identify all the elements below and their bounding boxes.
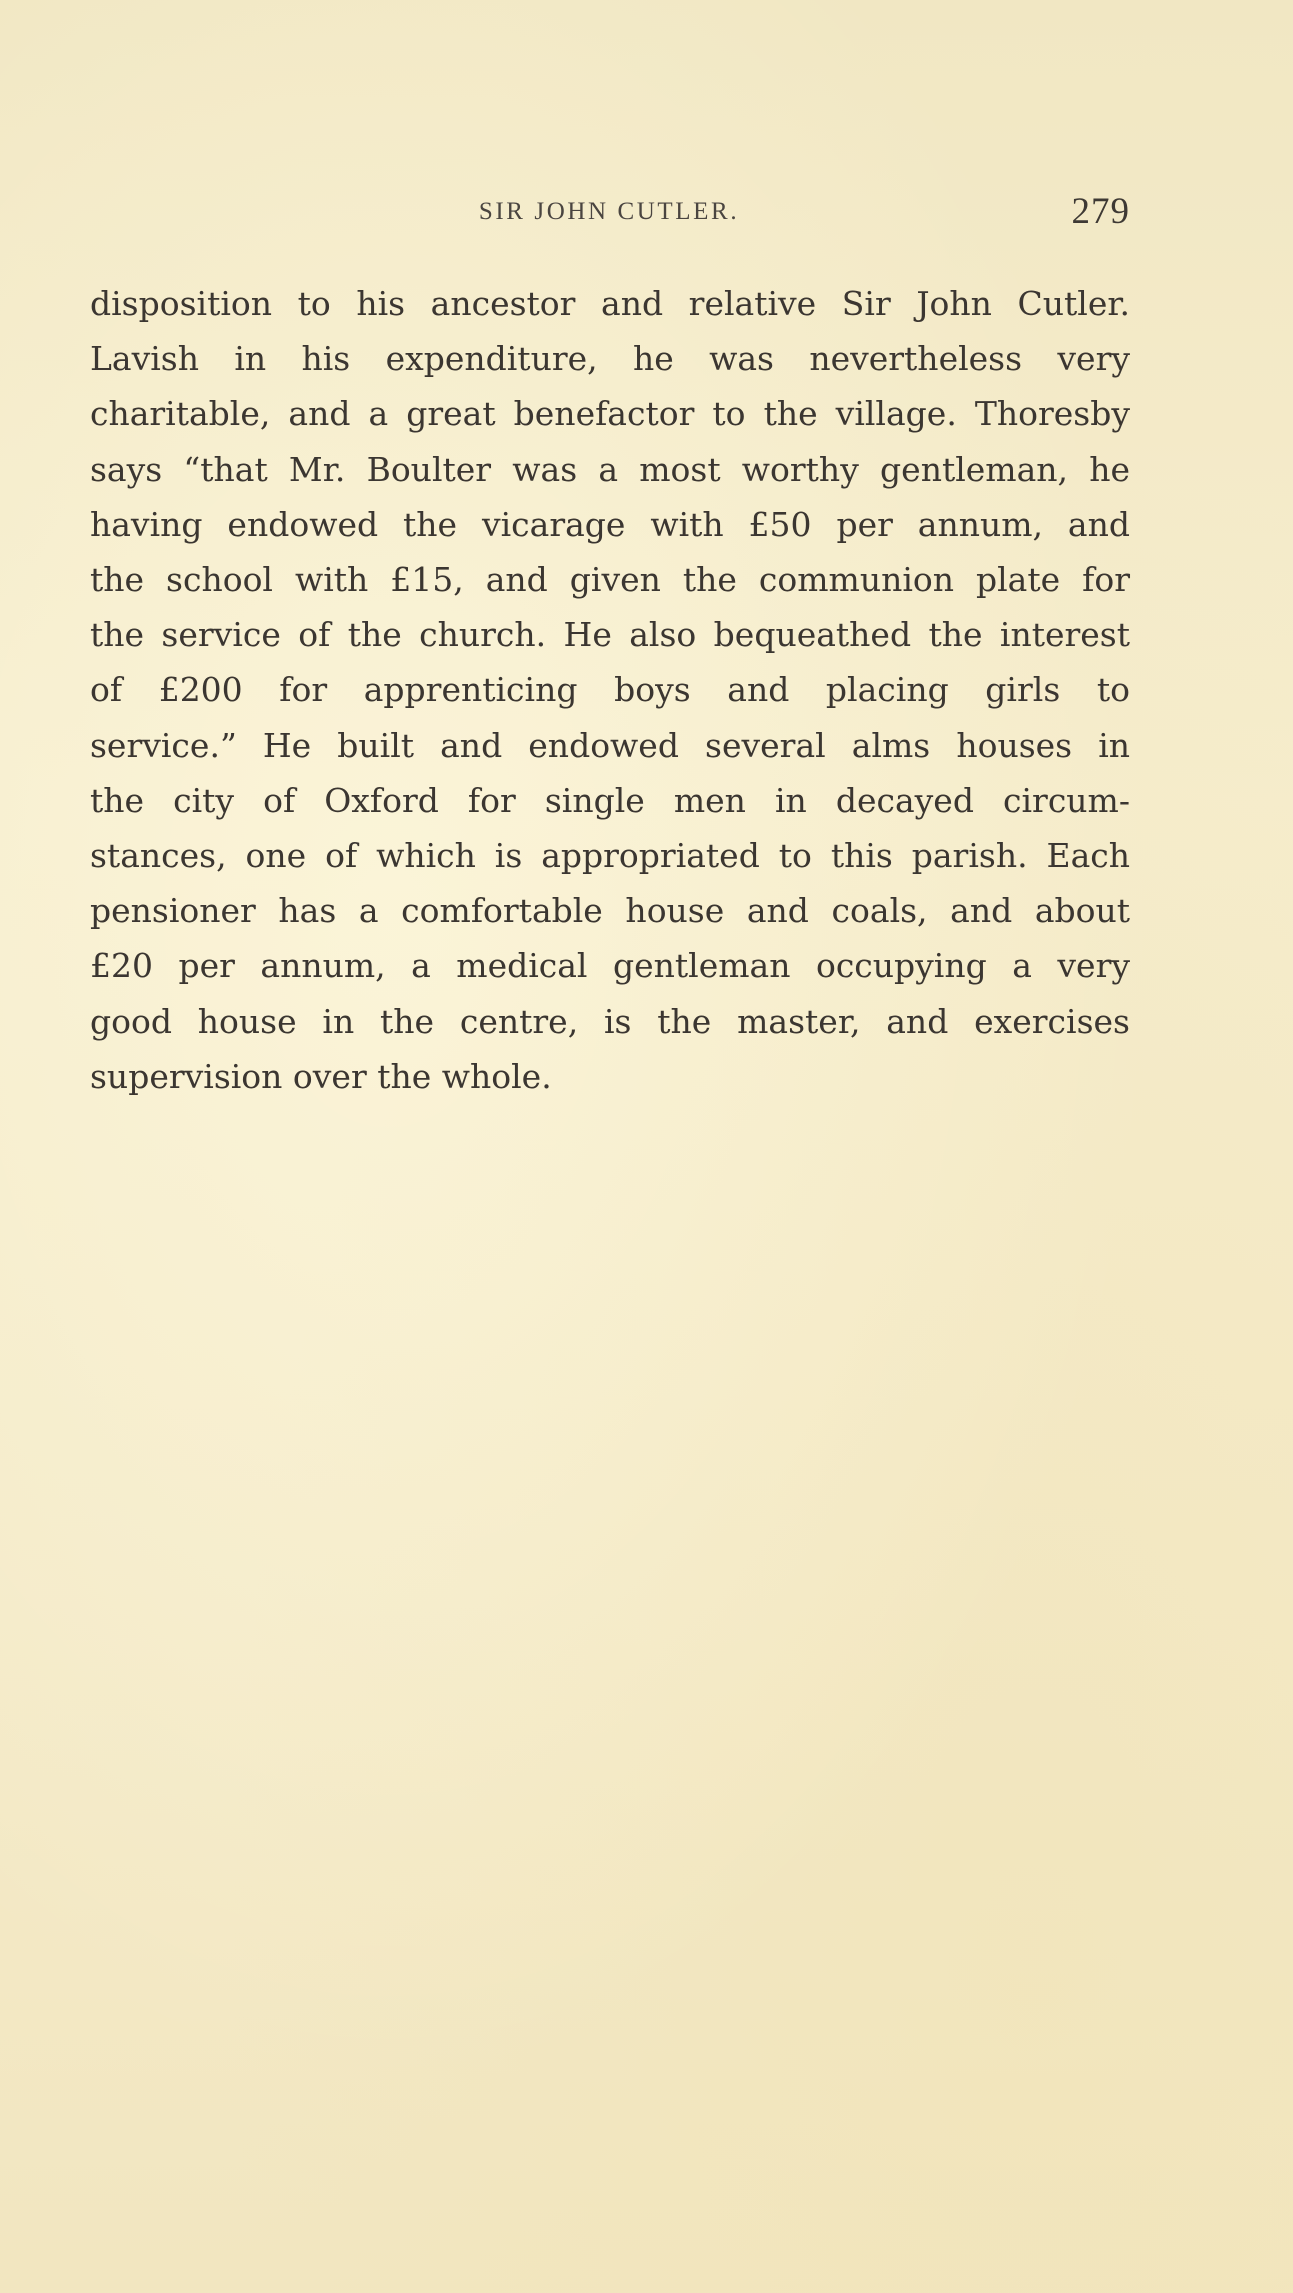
text-line: good house in the centre, is the master, and exercises xyxy=(90,1001,1130,1041)
text-line: stances, one of which is appropriated to this parish. Each xyxy=(90,836,1130,876)
text-line: supervision over the whole. xyxy=(90,1056,552,1096)
body-paragraph xyxy=(90,276,1130,1104)
text-line: £20 per annum, a medical gentleman occupying a very xyxy=(90,946,1130,986)
text-line: Lavish in his expenditure, he was nevertheless very xyxy=(90,339,1130,379)
running-title: SIR JOHN CUTLER. xyxy=(478,198,740,225)
text-line: disposition to his ancestor and relative Sir John Cutler. xyxy=(90,284,1130,323)
page-number: 279 xyxy=(1071,191,1130,232)
text-line: having endowed the vicarage with £50 per annum, and xyxy=(90,504,1130,544)
text-line: charitable, and a great benefactor to the village. Thoresby xyxy=(90,394,1130,434)
text-line: the city of Oxford for single men in decayed circum- xyxy=(90,780,1130,820)
running-head xyxy=(88,190,1130,240)
text-line: pensioner has a comfortable house and coals, and about xyxy=(90,891,1130,931)
text-line: says “that Mr. Boulter was a most worthy gentleman, he xyxy=(90,449,1130,489)
text-line: service.” He built and endowed several alms houses in xyxy=(90,725,1130,765)
text-line: the school with £15, and given the communion plate for xyxy=(90,560,1130,600)
text-line: of £200 for apprenticing boys and placing girls to xyxy=(90,670,1130,710)
text-line: the service of the church. He also bequeathed the interest xyxy=(90,615,1130,655)
